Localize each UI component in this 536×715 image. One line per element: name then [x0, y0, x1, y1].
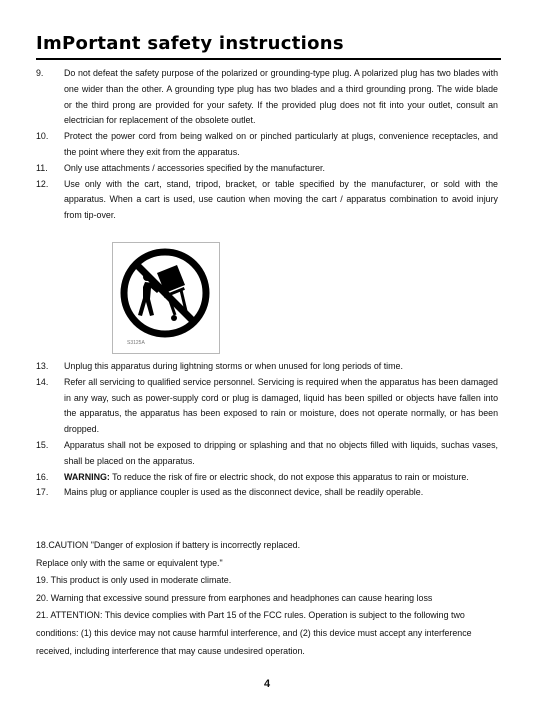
item-number: 17. — [36, 487, 49, 498]
heading-underline — [36, 58, 501, 60]
paragraph: 19. This product is only used in moderate climate. — [36, 575, 232, 586]
item-number: 10. — [36, 131, 49, 142]
list-item — [36, 485, 498, 501]
item-text: Use only with the cart, stand, tripod, bracket, or table specified by the manufacturer, or sold with the apparatus. When a cart is used, use caution when moving the cart / apparatus combination to avoid injury from tip-over. — [64, 178, 498, 221]
page-heading: ImPortant safety instructions — [36, 33, 344, 54]
additional-notes — [36, 537, 498, 660]
paragraph: Replace only with the same or equivalent type." — [36, 557, 223, 568]
list-item — [36, 375, 498, 438]
item-number: 16. — [36, 471, 49, 482]
item-text: Unplug this apparatus during lightning storms or when unused for long periods of time. — [64, 361, 403, 371]
list-item — [36, 66, 498, 129]
cart-tip-over-warning-icon — [113, 243, 219, 353]
list-item — [36, 177, 498, 224]
list-item — [36, 161, 498, 177]
item-text: Only use attachments / accessories specified by the manufacturer. — [64, 162, 325, 173]
item-text: Mains plug or appliance coupler is used as the disconnect device, shall be readily operable. — [64, 487, 424, 498]
list-item — [36, 438, 498, 470]
item-text: Refer all servicing to qualified service personnel. Servicing is required when the apparatus has been damaged in any way, such as power-supply cord or plug is damaged, liquid has been spilled or objects have fallen into the apparatus, the apparatus has been exposed to rain or moisture, does not operate normally, or has been dropped. — [64, 376, 498, 435]
page-number: 4 — [264, 678, 271, 690]
item-number: 15. — [36, 439, 49, 450]
item-text: Do not defeat the safety purpose of the polarized or grounding-type plug. A polarized plug has two blades with one wider than the other. A grounding type plug has two blades and a third grounding prong. The wide blade or the third prong are provided for your safety. If the provided plug does not fit into your outlet, consult an electrician for replacement of the obsolete outlet. — [64, 68, 498, 126]
list-item — [36, 470, 498, 486]
list-item — [36, 359, 498, 375]
figure-code: S3125A — [127, 340, 145, 346]
item-number: 12. — [36, 178, 49, 189]
item-number: 11. — [36, 162, 48, 173]
paragraph: 21. ATTENTION: This device complies with Part 15 of the FCC rules. Operation is subject to the following two conditions: (1) this device may not cause harmful interference, and (2) this device must accept any interference received, including interference that may cause undesired operation. — [36, 610, 472, 656]
item-text: Apparatus shall not be exposed to dripping or splashing and that no objects filled with liquids, suchas vases, shall be placed on the apparatus. — [64, 439, 498, 466]
instructions-list-top — [36, 66, 498, 224]
item-text — [64, 470, 498, 486]
item-number: 9. — [36, 68, 44, 78]
warning-label: WARNING: — [64, 471, 110, 482]
item-text: Protect the power cord from being walked on or pinched particularly at plugs, convenience receptacles, and the point where they exit from the apparatus. — [64, 131, 498, 157]
item-number: 13. — [36, 361, 49, 371]
warning-text: To reduce the risk of fire or electric shock, do not expose this apparatus to rain or moisture. — [109, 471, 469, 482]
cart-warning-figure — [112, 242, 220, 354]
instructions-list-bottom — [36, 359, 498, 501]
paragraph: 20. Warning that excessive sound pressure from earphones and headphones can cause hearing loss — [36, 592, 433, 603]
list-item — [36, 129, 498, 161]
paragraph: 18.CAUTION "Danger of explosion if battery is incorrectly replaced. — [36, 540, 301, 550]
item-number: 14. — [36, 376, 49, 387]
